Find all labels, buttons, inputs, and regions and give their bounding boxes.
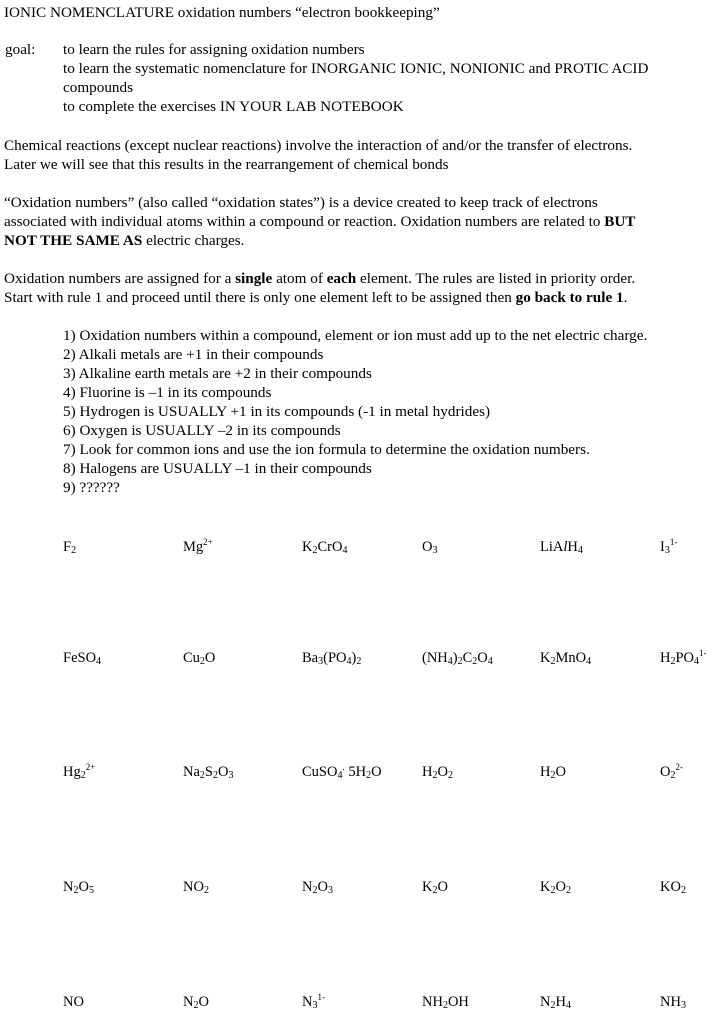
formula-part: 2 [550,770,556,781]
formula-part: 3 [228,770,234,781]
formula-part: 2- [675,762,683,772]
goal-line: to learn the rules for assigning oxidation numbers [63,41,365,58]
formula-part: O [555,764,566,780]
formula-part: Hg [63,764,81,780]
formula-cu2o [183,649,215,668]
formula-part: H [422,764,433,780]
formula-nh2oh [422,993,469,1012]
formula-k2mno4 [540,649,591,668]
formula-n2h4 [540,993,571,1012]
paragraph-assignment [4,269,704,307]
formula-part: 3 [318,656,324,667]
formula-part: 2 [199,656,205,667]
formula-part: K [422,879,433,895]
formula-i3 [660,538,677,557]
formula-part: ) [452,650,458,666]
formula-f2 [63,538,76,557]
formula-part: K [302,539,313,555]
formula-h2o [540,763,566,782]
formula-ba3po42 [302,649,361,668]
formula-part: O [78,879,89,895]
formula-part: PO [675,650,695,666]
formula-nh3 [660,993,686,1012]
bold-text: NOT THE SAME AS [4,232,143,249]
formula-k2cro4 [302,538,347,557]
formula-no [63,993,84,1012]
formula-part: 1- [699,648,707,658]
formula-k2o2 [540,878,571,897]
formula-part: C [462,650,473,666]
text-span: electric charges. [142,232,245,249]
rule-item: 5) Hydrogen is USUALLY +1 in its compounds (-1 in metal hydrides) [63,403,491,420]
formula-part: K [540,879,551,895]
rule-item: 9) ?????? [63,479,120,496]
formula-part: N [302,879,313,895]
formula-part: (NH [422,650,448,666]
formula-part: 3 [432,545,438,556]
rule-item: 8) Halogens are USUALLY –1 in their compounds [63,460,372,477]
formula-part: O [198,994,209,1010]
formula-part: 4 [577,545,583,556]
formula-o2 [660,763,683,782]
formula-part: CuSO [302,764,338,780]
goal-line: compounds [63,79,134,96]
formula-part: NH [422,994,443,1010]
formula-part: Mg [183,539,204,555]
rule-item: 6) Oxygen is USUALLY –2 in its compounds [63,422,341,439]
bold-text: go back to rule 1 [515,289,624,306]
formula-part: O [437,764,448,780]
formula-feso4 [63,649,101,668]
formula-part: 2+ [203,537,213,547]
formula-part: . [342,762,345,772]
formula-part: 2 [193,1000,199,1011]
formula-part: ) [351,650,357,666]
rule-item: 1) Oxidation numbers within a compound, element or ion must add up to the net electric charge. [63,327,648,344]
formula-no2 [183,878,209,897]
formula-part: 4 [96,656,102,667]
paragraph-line [4,231,704,250]
formula-part: O [317,879,328,895]
formula-part: N [540,994,551,1010]
formula-hg2 [63,763,95,782]
formula-part: 2 [203,885,209,896]
formula-part: 5 [88,885,94,896]
formula-part: 2 [199,770,205,781]
formula-part: 2 [312,545,318,556]
formula-part: (PO [323,650,347,666]
formula-part: 2 [550,1000,556,1011]
formula-part: H [555,994,566,1010]
formula-part: KO [660,879,681,895]
formula-part: 2 [442,1000,448,1011]
text-span: associated with individual atoms within a compound or reaction. Oxidation numbers are related to [4,213,605,230]
formula-part: 2 [472,656,478,667]
text-span: atom of [272,270,327,287]
formula-part: 2 [670,656,676,667]
formula-part: O [477,650,488,666]
formula-part: 5H [344,764,367,780]
rule-item: 3) Alkaline earth metals are +2 in their compounds [63,365,372,382]
formula-k2o [422,878,448,897]
formula-part: O [204,650,216,666]
text-span: Oxidation numbers are assigned for a [4,270,236,287]
formula-part: 2 [213,770,218,781]
formula-part: S [204,764,213,780]
formula-na2s2o3 [183,763,233,782]
bold-text: each [326,270,357,287]
formula-part: 2 [356,656,362,667]
formula-part: 2 [71,545,77,556]
formula-h2o2 [422,763,453,782]
page-title: IONIC NOMENCLATURE oxidation numbers “electron bookkeeping” [4,4,440,21]
formula-part: NO [63,994,84,1010]
formula-part: N [63,879,74,895]
formula-part: 4 [337,770,343,781]
paragraph-line [4,288,704,307]
formula-part: 2 [550,656,556,667]
formula-h2po4 [660,649,707,668]
formula-part: K [540,650,551,666]
goal-label: goal: [5,41,36,58]
formula-part: Na [183,764,200,780]
text-span: element. The rules are listed in priority order. [356,270,636,287]
formula-part: 2 [670,770,676,781]
paragraph-line: Chemical reactions (except nuclear reactions) involve the interaction of and/or the transfer of electrons. [4,137,633,154]
paragraph-line [4,269,704,288]
formula-part: O [437,879,448,895]
formula-part: 2 [432,770,438,781]
formula-lialh4 [540,538,583,557]
formula-part: 2 [80,770,86,781]
paragraph-line: “Oxidation numbers” (also called “oxidation states”) is a device created to keep track of electrons [4,194,598,211]
formula-part: 2 [312,885,318,896]
formula-part: O [218,764,229,780]
formula-part: I [660,539,665,555]
paragraph-chemical-reactions [4,136,704,174]
formula-n2o5 [63,878,94,897]
formula-part: MnO [555,650,587,666]
formula-part: 4 [487,656,493,667]
goal-line: to complete the exercises IN YOUR LAB NOTEBOOK [63,98,404,115]
paragraph-oxidation-numbers [4,193,704,250]
rule-item: 4) Fluorine is –1 in its compounds [63,384,272,401]
formula-part: 2+ [85,762,96,772]
formula-part: 1- [317,992,325,1002]
formula-part: 4 [586,656,592,667]
formula-part: NO [183,879,204,895]
formula-ko2 [660,878,686,897]
formula-part: H [660,650,671,666]
formula-part: H [567,539,578,555]
formula-part: O [555,879,566,895]
formula-part: OH [447,994,469,1010]
formula-part: 2 [457,656,463,667]
formula-part: Cu [183,650,200,666]
formula-part: 4 [447,656,453,667]
formula-part: 4 [342,545,348,556]
formula-part: 2 [366,770,372,781]
formula-part: 3 [327,885,333,896]
paragraph-line [4,212,704,231]
goal-line: to learn the systematic nomenclature for INORGANIC IONIC, NONIONIC and PROTIC ACID [63,60,649,77]
formula-part: CrO [317,539,343,555]
formula-part: 3 [664,545,670,556]
bold-text: BUT [604,213,636,230]
formula-n2o [183,993,209,1012]
text-span: . [623,289,628,306]
paragraph-line: Later we will see that this results in the rearrangement of chemical bonds [4,156,449,173]
formula-part: LiA [540,539,564,555]
formula-part: F [63,539,72,555]
formula-part: O [371,764,382,780]
formula-part: 4 [694,656,700,667]
formula-part: 4 [346,656,352,667]
text-span: Start with rule 1 and proceed until there is only one element left to be assigned then [4,289,516,306]
formula-n2o3 [302,878,333,897]
formula-part: 4 [565,1000,571,1011]
formula-part: 2 [432,885,438,896]
formula-part: 3 [680,1000,686,1011]
formula-part: 2 [550,885,556,896]
formula-o3 [422,538,437,557]
formula-part: H [540,764,551,780]
formula-part: 2 [680,885,686,896]
rule-item: 7) Look for common ions and use the ion formula to determine the oxidation numbers. [63,441,590,458]
formula-part: 3 [312,1000,318,1011]
formula-nh42c2o4 [422,649,493,668]
formula-part: l [563,539,568,555]
goal-list [63,40,648,116]
formula-part: N [302,994,313,1010]
bold-text: single [235,270,273,287]
formula-part: 2 [73,885,79,896]
formula-part: O [660,764,671,780]
formula-part: Ba [302,650,319,666]
formula-cuso4-5h2o [302,763,382,782]
formula-part: O [422,539,433,555]
formula-part: 1- [669,537,678,547]
rule-item: 2) Alkali metals are +1 in their compounds [63,346,324,363]
formula-part: 2 [565,885,571,896]
formula-part: N [183,994,194,1010]
formula-mg [183,538,213,557]
formula-n3 [302,993,325,1012]
formula-part: NH [660,994,681,1010]
rules-list [63,326,647,497]
formula-part: FeSO [63,650,97,666]
formula-part: 2 [447,770,453,781]
